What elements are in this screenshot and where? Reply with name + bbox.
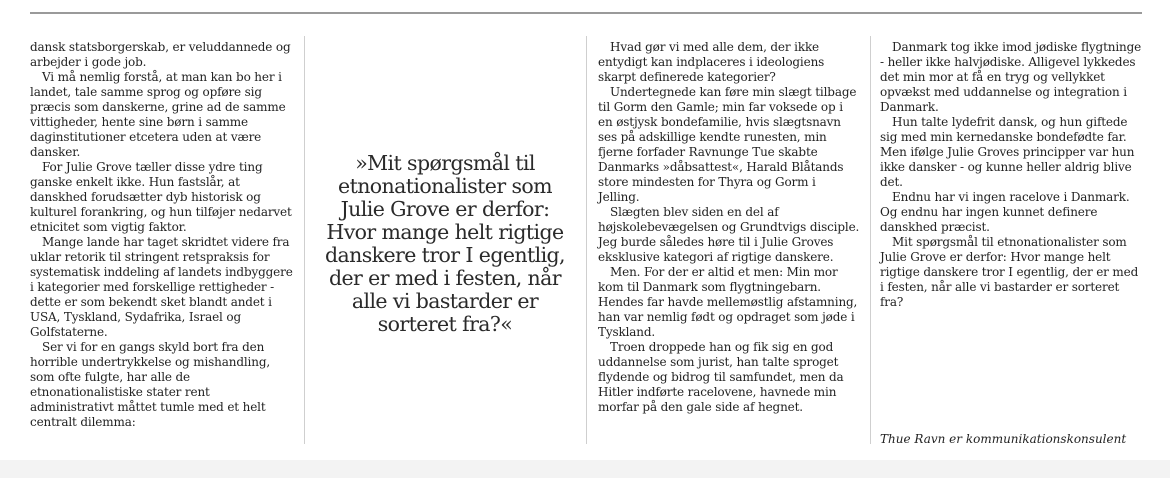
- paragraph: Men. For der er altid et men: Min mor kom til Danmark som flygtningebarn. Hendes far havde mellemøstlig afstamning, han var nemlig født og opdraget som jøde i Tyskland.: [598, 265, 858, 339]
- article-column-3: [598, 40, 860, 415]
- article-column-4: [880, 40, 1142, 310]
- paragraph: dansk statsborgerskab, er veluddannede og arbejder i gode job.: [30, 40, 291, 69]
- author-signature: Thue Ravn er kommunikationskonsulent: [880, 432, 1127, 446]
- paragraph: Mange lande har taget skridtet videre fra uklar retorik til stringent retspraksis for systematisk inddeling af landets indbyggere i kategorier med forskellige rettigheder - dette er som bekendt sket blandt andet i USA, Tyskland, Sydafrika, Israel og Golfstaterne.: [30, 235, 293, 339]
- paragraph: Hun talte lydefrit dansk, og hun giftede sig med min kernedanske bondefødte far. Men ifølge Julie Groves principper var hun ikke dansker - og kunne heller aldrig blive det.: [880, 115, 1135, 189]
- paragraph: Hvad gør vi med alle dem, der ikke entydigt kan indplaceres i ideologiens skarpt definerede kategorier?: [598, 40, 825, 84]
- paragraph: Danmark tog ikke imod jødiske flygtninge - heller ikke halvjødiske. Alligevel lykkedes det min mor at få en tryg og vellykket opvækst med uddannelse og integration i Danmark.: [880, 40, 1142, 114]
- paragraph: Slægten blev siden en del af højskolebevægelsen og Grundtvigs disciple. Jeg burde således høre til i Julie Groves eksklusive kategori af rigtige danskere.: [598, 205, 860, 264]
- column-divider: [304, 36, 305, 444]
- paragraph: Troen droppede han og fik sig en god uddannelse som jurist, han talte sproget flydende og bidrog til samfundet, men da Hitler indførte racelovene, havnede min morfar på den gale side af hegnet.: [598, 340, 844, 414]
- top-rule: [30, 12, 1142, 14]
- paragraph: Undertegnede kan føre min slægt tilbage til Gorm den Gamle; min far voksede op i en østjysk bondefamilie, hvis slægtsnavn ses på adskillige kendte runesten, min fjerne forfader Ravnunge Tue skabte Danmarks »dåbsattest«, Harald Blåtands store mindesten for Thyra og Gorm i Jelling.: [598, 85, 857, 204]
- paragraph: Vi må nemlig forstå, at man kan bo her i landet, tale samme sprog og opføre sig præcis som danskerne, grine ad de samme vittigheder, hente sine børn i samme daginstitutioner etcetera uden at være dansker.: [30, 70, 286, 159]
- column-divider: [870, 36, 871, 444]
- pull-quote: »Mit spørgsmål til etnonationalister som Julie Grove er derfor: Hvor mange helt rigtige danskere tror I egentlig, der er med i festen, når alle vi bastarder er sorteret fra?«: [325, 151, 565, 336]
- paragraph: For Julie Grove tæller disse ydre ting ganske enkelt ikke. Hun fastslår, at danskhed forudsætter dyb historisk og kulturel forankring, og hun tilføjer nedarvet etnicitet som vigtig faktor.: [30, 160, 292, 234]
- paragraph: Endnu har vi ingen racelove i Danmark. Og endnu har ingen kunnet definere danskhed præcist.: [880, 190, 1130, 234]
- paragraph: Mit spørgsmål til etnonationalister som Julie Grove er derfor: Hvor mange helt rigtige danskere tror I egentlig, der er med i festen, når alle vi bastarder er sorteret fra?: [880, 235, 1139, 309]
- paragraph: Ser vi for en gangs skyld bort fra den horrible undertrykkelse og mishandling, som ofte fulgte, har alle de etnonationalistiske stater rent administrativt måttet tumle med et helt centralt dilemma:: [30, 340, 271, 429]
- article-column-1: [30, 40, 296, 430]
- column-divider: [586, 36, 587, 444]
